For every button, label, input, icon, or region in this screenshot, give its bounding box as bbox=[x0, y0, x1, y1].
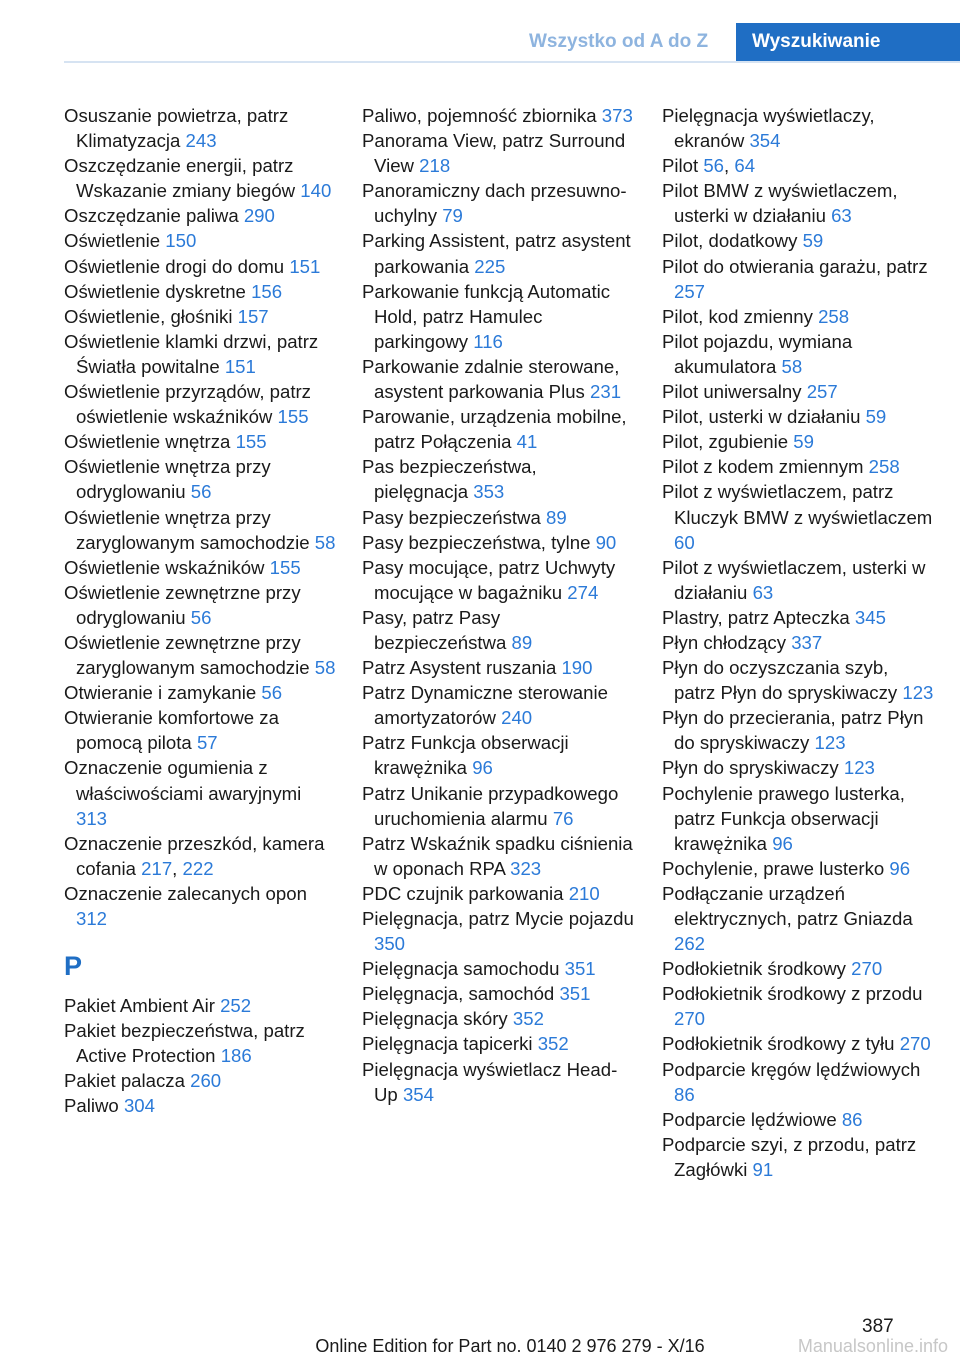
index-term: Parking Assistent, patrz asystent parkowania bbox=[362, 230, 631, 277]
page-ref-link[interactable]: 323 bbox=[510, 857, 542, 879]
index-term: Parkowanie funkcją Automatic Hold, patrz Hamulec parkingowy bbox=[362, 280, 611, 352]
page-ref-link[interactable]: 155 bbox=[235, 431, 267, 453]
index-term: Oświetlenie, głośniki bbox=[64, 305, 233, 327]
index-entry bbox=[362, 1031, 634, 1056]
page-ref-link[interactable]: 90 bbox=[595, 531, 617, 553]
index-term: Pielęgnacja skóry bbox=[362, 1008, 508, 1030]
index-entry bbox=[662, 1132, 934, 1182]
index-term: Oznaczenie przeszkód, kamera cofania bbox=[64, 832, 325, 879]
index-entry: Oznaczenie przeszkód, kamera cofania 217, 222 bbox=[64, 832, 325, 879]
index-entry bbox=[662, 329, 934, 379]
index-term: Panorama View, patrz Surround View bbox=[362, 130, 626, 177]
page-ref-link[interactable]: 86 bbox=[841, 1108, 863, 1130]
index-entry bbox=[662, 103, 934, 153]
page-ref-link[interactable]: 252 bbox=[220, 995, 252, 1017]
index-entry bbox=[662, 605, 934, 630]
page-ref-link[interactable]: 59 bbox=[865, 406, 887, 428]
page-ref-link[interactable]: 270 bbox=[851, 958, 883, 980]
chapter-tab: Wyszukiwanie bbox=[736, 23, 960, 61]
index-term: Płyn do oczyszczania szyb, patrz Płyn do spryskiwaczy bbox=[662, 657, 898, 704]
index-entry bbox=[362, 103, 634, 128]
index-entry bbox=[662, 655, 934, 705]
index-term: Pilot do otwierania garażu, patrz bbox=[662, 255, 928, 277]
index-term: Pas bezpieczeństwa, pielęgnacja bbox=[362, 456, 537, 503]
index-term: Otwieranie komfortowe za pomocą pilota bbox=[64, 707, 279, 754]
index-term: Pilot, zgubienie bbox=[662, 431, 789, 453]
index-term: Oświetlenie dyskretne bbox=[64, 280, 246, 302]
page-ref-link[interactable]: 354 bbox=[402, 1083, 434, 1105]
page-number: 387 bbox=[862, 1316, 894, 1337]
index-entry bbox=[362, 906, 634, 956]
index-term: Patrz Dynamiczne sterowanie amortyzatorów bbox=[362, 682, 608, 729]
index-entry bbox=[662, 228, 934, 253]
page-ref-link[interactable]: 258 bbox=[818, 305, 850, 327]
index-entry bbox=[662, 304, 934, 329]
index-term: Patrz Funkcja obserwacji krawężnika bbox=[362, 732, 569, 779]
index-term: Podłokietnik środkowy z przodu bbox=[662, 983, 923, 1005]
index-entry bbox=[362, 831, 634, 881]
index-entry bbox=[64, 304, 336, 329]
index-entry bbox=[64, 881, 336, 931]
page-ref-link[interactable]: 190 bbox=[561, 657, 593, 679]
index-entry bbox=[662, 755, 934, 780]
index-term: Pilot uniwersalny bbox=[662, 381, 802, 403]
page-ref-link[interactable]: 186 bbox=[220, 1045, 252, 1067]
page-ref-link[interactable]: 274 bbox=[567, 581, 599, 603]
page-ref-link[interactable]: 351 bbox=[559, 983, 591, 1005]
index-term: Paliwo bbox=[64, 1095, 119, 1117]
index-entry bbox=[362, 956, 634, 981]
index-entry bbox=[362, 1006, 634, 1031]
index-entry bbox=[662, 254, 934, 304]
index-term: Plastry, patrz Apteczka bbox=[662, 606, 850, 628]
index-entry bbox=[662, 404, 934, 429]
edition-footer: Online Edition for Part no. 0140 2 976 279 - X/16 bbox=[315, 1336, 705, 1356]
index-entry bbox=[362, 354, 634, 404]
page-ref-link[interactable]: 262 bbox=[674, 933, 706, 955]
index-term: Patrz Wskaźnik spadku ciśnienia w oponach RPA bbox=[362, 832, 633, 879]
index-term: Pakiet bezpieczeństwa, patrz Active Protection bbox=[64, 1020, 305, 1067]
index-term: Pielęgnacja wyświetlaczy, ekranów bbox=[662, 105, 875, 152]
index-term: Pilot bbox=[662, 155, 699, 177]
page-ref-link[interactable]: 151 bbox=[289, 255, 321, 277]
index-entry bbox=[662, 705, 934, 755]
index-term: Podłączanie urządzeń elektrycznych, patrz Gniazda bbox=[662, 882, 913, 929]
index-term: Podparcie szyi, z przodu, patrz Zagłówki bbox=[662, 1133, 917, 1180]
page-ref-link[interactable]: 217 bbox=[141, 857, 173, 879]
page-ref-link[interactable]: 96 bbox=[772, 832, 793, 854]
index-entry bbox=[362, 981, 634, 1006]
page-ref-link[interactable]: 96 bbox=[889, 857, 911, 879]
index-term: Podłokietnik środkowy z tyłu bbox=[662, 1033, 895, 1055]
page-ref-link[interactable]: 210 bbox=[568, 882, 600, 904]
watermark-text: Manualsonline.info bbox=[797, 1336, 948, 1356]
page-ref-link[interactable]: 270 bbox=[899, 1033, 931, 1055]
index-entry bbox=[64, 705, 336, 755]
index-entry bbox=[64, 153, 336, 203]
index-entry bbox=[662, 555, 934, 605]
page-ref-link[interactable]: 56 bbox=[190, 481, 212, 503]
section-title: Wszystko od A do Z bbox=[529, 31, 709, 52]
page-ref-link[interactable]: 290 bbox=[243, 205, 275, 227]
page-ref-link[interactable]: 116 bbox=[473, 330, 503, 352]
index-entry bbox=[362, 279, 634, 354]
index-term: Pielęgnacja, samochód bbox=[362, 983, 555, 1005]
index-entry bbox=[362, 730, 634, 780]
index-term: Pilot z kodem zmiennym bbox=[662, 456, 864, 478]
index-entry bbox=[64, 630, 336, 680]
index-entry bbox=[64, 228, 336, 253]
page-ref-link[interactable]: 59 bbox=[802, 230, 824, 252]
page-ref-link[interactable]: 59 bbox=[793, 431, 814, 453]
index-entry bbox=[362, 655, 634, 680]
header-divider bbox=[64, 61, 960, 63]
page-ref-link[interactable]: 76 bbox=[552, 807, 574, 829]
page-ref-link[interactable]: 89 bbox=[545, 506, 567, 528]
index-term: Podłokietnik środkowy bbox=[662, 958, 846, 980]
page-ref-link[interactable]: 151 bbox=[224, 355, 256, 377]
index-term: Pilot, usterki w działaniu bbox=[662, 406, 861, 428]
page-ref-link[interactable]: 79 bbox=[442, 205, 463, 227]
page-ref-link[interactable]: 351 bbox=[564, 958, 596, 980]
index-entry bbox=[662, 881, 934, 956]
index-entry bbox=[64, 279, 336, 304]
index-entry bbox=[64, 203, 336, 228]
index-column-2 bbox=[362, 103, 634, 1107]
index-entry bbox=[662, 956, 934, 981]
page-ref-link[interactable]: 91 bbox=[752, 1158, 774, 1180]
index-term: Pakiet Ambient Air bbox=[64, 995, 215, 1017]
index-term: Pielęgnacja tapicerki bbox=[362, 1033, 533, 1055]
page-ref-link[interactable]: 354 bbox=[749, 130, 781, 152]
page-ref-link[interactable]: 350 bbox=[374, 933, 406, 955]
page-ref-link[interactable]: 373 bbox=[601, 105, 633, 126]
page-ref-link[interactable]: 257 bbox=[674, 280, 706, 302]
page-ref-link[interactable]: 225 bbox=[474, 255, 506, 277]
page-ref-link[interactable]: 345 bbox=[854, 606, 886, 628]
page-ref-link[interactable]: 270 bbox=[674, 1008, 706, 1030]
index-entry bbox=[64, 555, 336, 580]
index-term: Oświetlenie wnętrza przy zaryglowanym samochodzie bbox=[64, 506, 310, 553]
page-ref-link[interactable]: 56 bbox=[190, 606, 212, 628]
page-ref-link[interactable]: 56 bbox=[703, 155, 725, 177]
index-entry bbox=[662, 1031, 934, 1056]
page-ref-link[interactable]: 222 bbox=[182, 857, 214, 879]
index-term: Pilot, kod zmienny bbox=[662, 305, 813, 327]
index-entry bbox=[64, 103, 336, 153]
index-term: Pielęgnacja samochodu bbox=[362, 958, 560, 980]
index-entry bbox=[64, 329, 336, 379]
index-term: Parowanie, urządzenia mobilne, patrz Połączenia bbox=[362, 406, 627, 453]
index-entry bbox=[662, 479, 934, 554]
page-ref-link[interactable]: 312 bbox=[76, 908, 108, 929]
page-ref-link[interactable]: 150 bbox=[165, 230, 197, 252]
page-ref-link[interactable]: 337 bbox=[791, 631, 823, 653]
index-term: Pielęgnacja, patrz Mycie pojazdu bbox=[362, 908, 634, 929]
index-term: Płyn chłodzący bbox=[662, 631, 787, 653]
index-entry bbox=[64, 254, 336, 279]
index-term: Osuszanie powietrza, patrz Klimatyzacja bbox=[64, 105, 289, 152]
index-term: Oświetlenie bbox=[64, 230, 161, 252]
index-entry bbox=[362, 881, 634, 906]
index-term: Otwieranie i zamykanie bbox=[64, 682, 257, 704]
page-ref-link[interactable]: 304 bbox=[123, 1095, 155, 1117]
index-term: Oświetlenie wnętrza przy odryglowaniu bbox=[64, 456, 271, 503]
index-term: Patrz Unikanie przypadkowego uruchomienia alarmu bbox=[362, 782, 619, 829]
index-term: Oświetlenie zewnętrzne przy odryglowaniu bbox=[64, 581, 301, 628]
index-term: Panoramiczny dach przesuwno-uchylny bbox=[362, 180, 627, 227]
index-entry bbox=[662, 1057, 934, 1107]
index-term: Oświetlenie wskaźników bbox=[64, 556, 265, 578]
index-entry bbox=[662, 1107, 934, 1132]
index-term: Pochylenie, prawe lusterko bbox=[662, 857, 885, 879]
index-term: Pasy bezpieczeństwa bbox=[362, 506, 541, 528]
index-term: Patrz Asystent ruszania bbox=[362, 657, 557, 679]
index-entry bbox=[362, 781, 634, 831]
index-term: Pilot z wyświetlaczem, usterki w działaniu bbox=[662, 556, 926, 603]
page-ref-link[interactable]: 352 bbox=[537, 1033, 569, 1055]
index-entry bbox=[64, 1093, 336, 1118]
index-entry bbox=[64, 454, 336, 504]
page-ref-link[interactable]: 243 bbox=[185, 130, 217, 152]
index-entry bbox=[64, 680, 336, 705]
index-entry bbox=[662, 454, 934, 479]
page-ref-link[interactable]: 140 bbox=[300, 180, 332, 202]
index-entry bbox=[64, 1018, 336, 1068]
page-header bbox=[0, 23, 960, 61]
index-term: Płyn do spryskiwaczy bbox=[662, 757, 839, 779]
index-term: Pilot, dodatkowy bbox=[662, 230, 798, 252]
index-entry bbox=[64, 505, 336, 555]
index-entry bbox=[362, 680, 634, 730]
index-term: Oświetlenie drogi do domu bbox=[64, 255, 285, 277]
index-term: Paliwo, pojemność zbiornika bbox=[362, 105, 597, 126]
page-ref-link[interactable]: 260 bbox=[190, 1070, 222, 1092]
page-ref-link[interactable]: 123 bbox=[843, 757, 875, 779]
index-term: Pilot pojazdu, wymiana akumulatora bbox=[662, 330, 853, 377]
index-entry bbox=[362, 228, 634, 278]
index-entry bbox=[362, 530, 634, 555]
page-ref-link[interactable]: 64 bbox=[734, 155, 756, 177]
index-entry bbox=[662, 781, 934, 856]
index-term: Oświetlenie zewnętrzne przy zaryglowanym samochodzie bbox=[64, 631, 310, 679]
index-term: Pilot BMW z wyświetlaczem, usterki w działaniu bbox=[662, 180, 898, 227]
index-entry bbox=[362, 555, 634, 605]
index-term: Oświetlenie klamki drzwi, patrz Światła powitalne bbox=[64, 330, 319, 377]
page-ref-link[interactable]: 156 bbox=[251, 280, 283, 302]
index-term: Podparcie lędźwiowe bbox=[662, 1108, 837, 1130]
page-ref-link[interactable]: 218 bbox=[419, 155, 451, 177]
index-column-1 bbox=[64, 103, 336, 1119]
index-term: Podparcie kręgów lędźwiowych bbox=[662, 1058, 921, 1080]
index-term: Pochylenie prawego lusterka, patrz Funkcja obserwacji krawężnika bbox=[662, 782, 905, 854]
index-entry bbox=[362, 605, 634, 655]
page-ref-link[interactable]: 86 bbox=[674, 1083, 695, 1105]
page-ref-link[interactable]: 56 bbox=[261, 682, 283, 704]
page-ref-link[interactable]: 57 bbox=[196, 732, 218, 754]
index-term: Oznaczenie zalecanych opon bbox=[64, 882, 307, 904]
page-ref-link[interactable]: 231 bbox=[590, 381, 622, 403]
index-term: Płyn do przecierania, patrz Płyn do spryskiwaczy bbox=[662, 707, 924, 754]
page-ref-link[interactable]: 258 bbox=[868, 456, 900, 478]
index-entry bbox=[64, 755, 336, 830]
page-ref-link[interactable]: 63 bbox=[831, 205, 852, 227]
index-entry bbox=[362, 454, 634, 504]
page-ref-link[interactable]: 240 bbox=[501, 707, 533, 729]
page-ref-link[interactable]: 123 bbox=[902, 682, 934, 704]
page-ref-link[interactable]: 60 bbox=[674, 531, 695, 553]
index-term: Pielęgnacja wyświetlacz Head-Up bbox=[362, 1058, 618, 1105]
index-entry bbox=[362, 178, 634, 228]
page-ref-link[interactable]: 89 bbox=[511, 631, 533, 653]
page-ref-link[interactable]: 313 bbox=[76, 807, 108, 829]
index-entry bbox=[64, 580, 336, 630]
index-column-3 bbox=[662, 103, 934, 1182]
index-term: Oszczędzanie energii, patrz Wskazanie zmiany biegów bbox=[64, 155, 296, 202]
index-entry bbox=[64, 993, 336, 1018]
page-ref-link[interactable]: 96 bbox=[472, 757, 493, 779]
page-ref-link[interactable]: 123 bbox=[814, 732, 846, 754]
page-ref-link[interactable]: 58 bbox=[314, 531, 336, 553]
page-ref-link[interactable]: 58 bbox=[781, 355, 803, 377]
index-term: Oświetlenie przyrządów, patrz oświetlenie wskaźników bbox=[64, 381, 311, 428]
index-entry bbox=[64, 429, 336, 454]
page-ref-link[interactable]: 352 bbox=[512, 1008, 544, 1030]
index-term: PDC czujnik parkowania bbox=[362, 882, 564, 904]
index-term: Pasy, patrz Pasy bezpieczeństwa bbox=[362, 606, 507, 653]
index-term: Pilot z wyświetlaczem, patrz Kluczyk BMW z wyświetlaczem bbox=[662, 481, 933, 528]
index-entry bbox=[362, 505, 634, 530]
index-entry bbox=[362, 1057, 634, 1107]
index-entry bbox=[64, 1068, 336, 1093]
page-ref-link[interactable]: 157 bbox=[237, 305, 269, 327]
index-term: Parkowanie zdalnie sterowane, asystent parkowania Plus bbox=[362, 355, 620, 403]
page-ref-link[interactable]: 58 bbox=[314, 657, 336, 679]
page-ref-link[interactable]: 257 bbox=[806, 381, 838, 403]
index-term: Pakiet palacza bbox=[64, 1070, 185, 1092]
index-term: Oświetlenie wnętrza bbox=[64, 431, 231, 453]
page-ref-link[interactable]: 353 bbox=[473, 481, 505, 503]
index-term: Oszczędzanie paliwa bbox=[64, 205, 239, 227]
page-ref-link[interactable]: 41 bbox=[516, 431, 538, 453]
index-entry bbox=[662, 178, 934, 228]
index-entry: Pilot 56, 64 bbox=[662, 155, 756, 177]
index-entry bbox=[662, 429, 934, 454]
index-entry bbox=[662, 856, 934, 881]
index-term: Oznaczenie ogumienia z właściwościami awaryjnymi bbox=[64, 757, 302, 804]
page-ref-link[interactable]: 155 bbox=[269, 556, 301, 578]
index-entry bbox=[662, 630, 934, 655]
index-entry bbox=[662, 379, 934, 404]
index-entry bbox=[64, 379, 336, 429]
index-term: Pasy bezpieczeństwa, tylne bbox=[362, 531, 591, 553]
index-entry bbox=[662, 981, 934, 1031]
page-ref-link[interactable]: 63 bbox=[752, 581, 774, 603]
index-entry bbox=[362, 404, 634, 454]
section-letter: P bbox=[64, 951, 83, 982]
index-entry bbox=[362, 128, 634, 178]
page-ref-link[interactable]: 155 bbox=[277, 406, 309, 428]
index-term: Pasy mocujące, patrz Uchwyty mocujące w bagażniku bbox=[362, 556, 616, 603]
